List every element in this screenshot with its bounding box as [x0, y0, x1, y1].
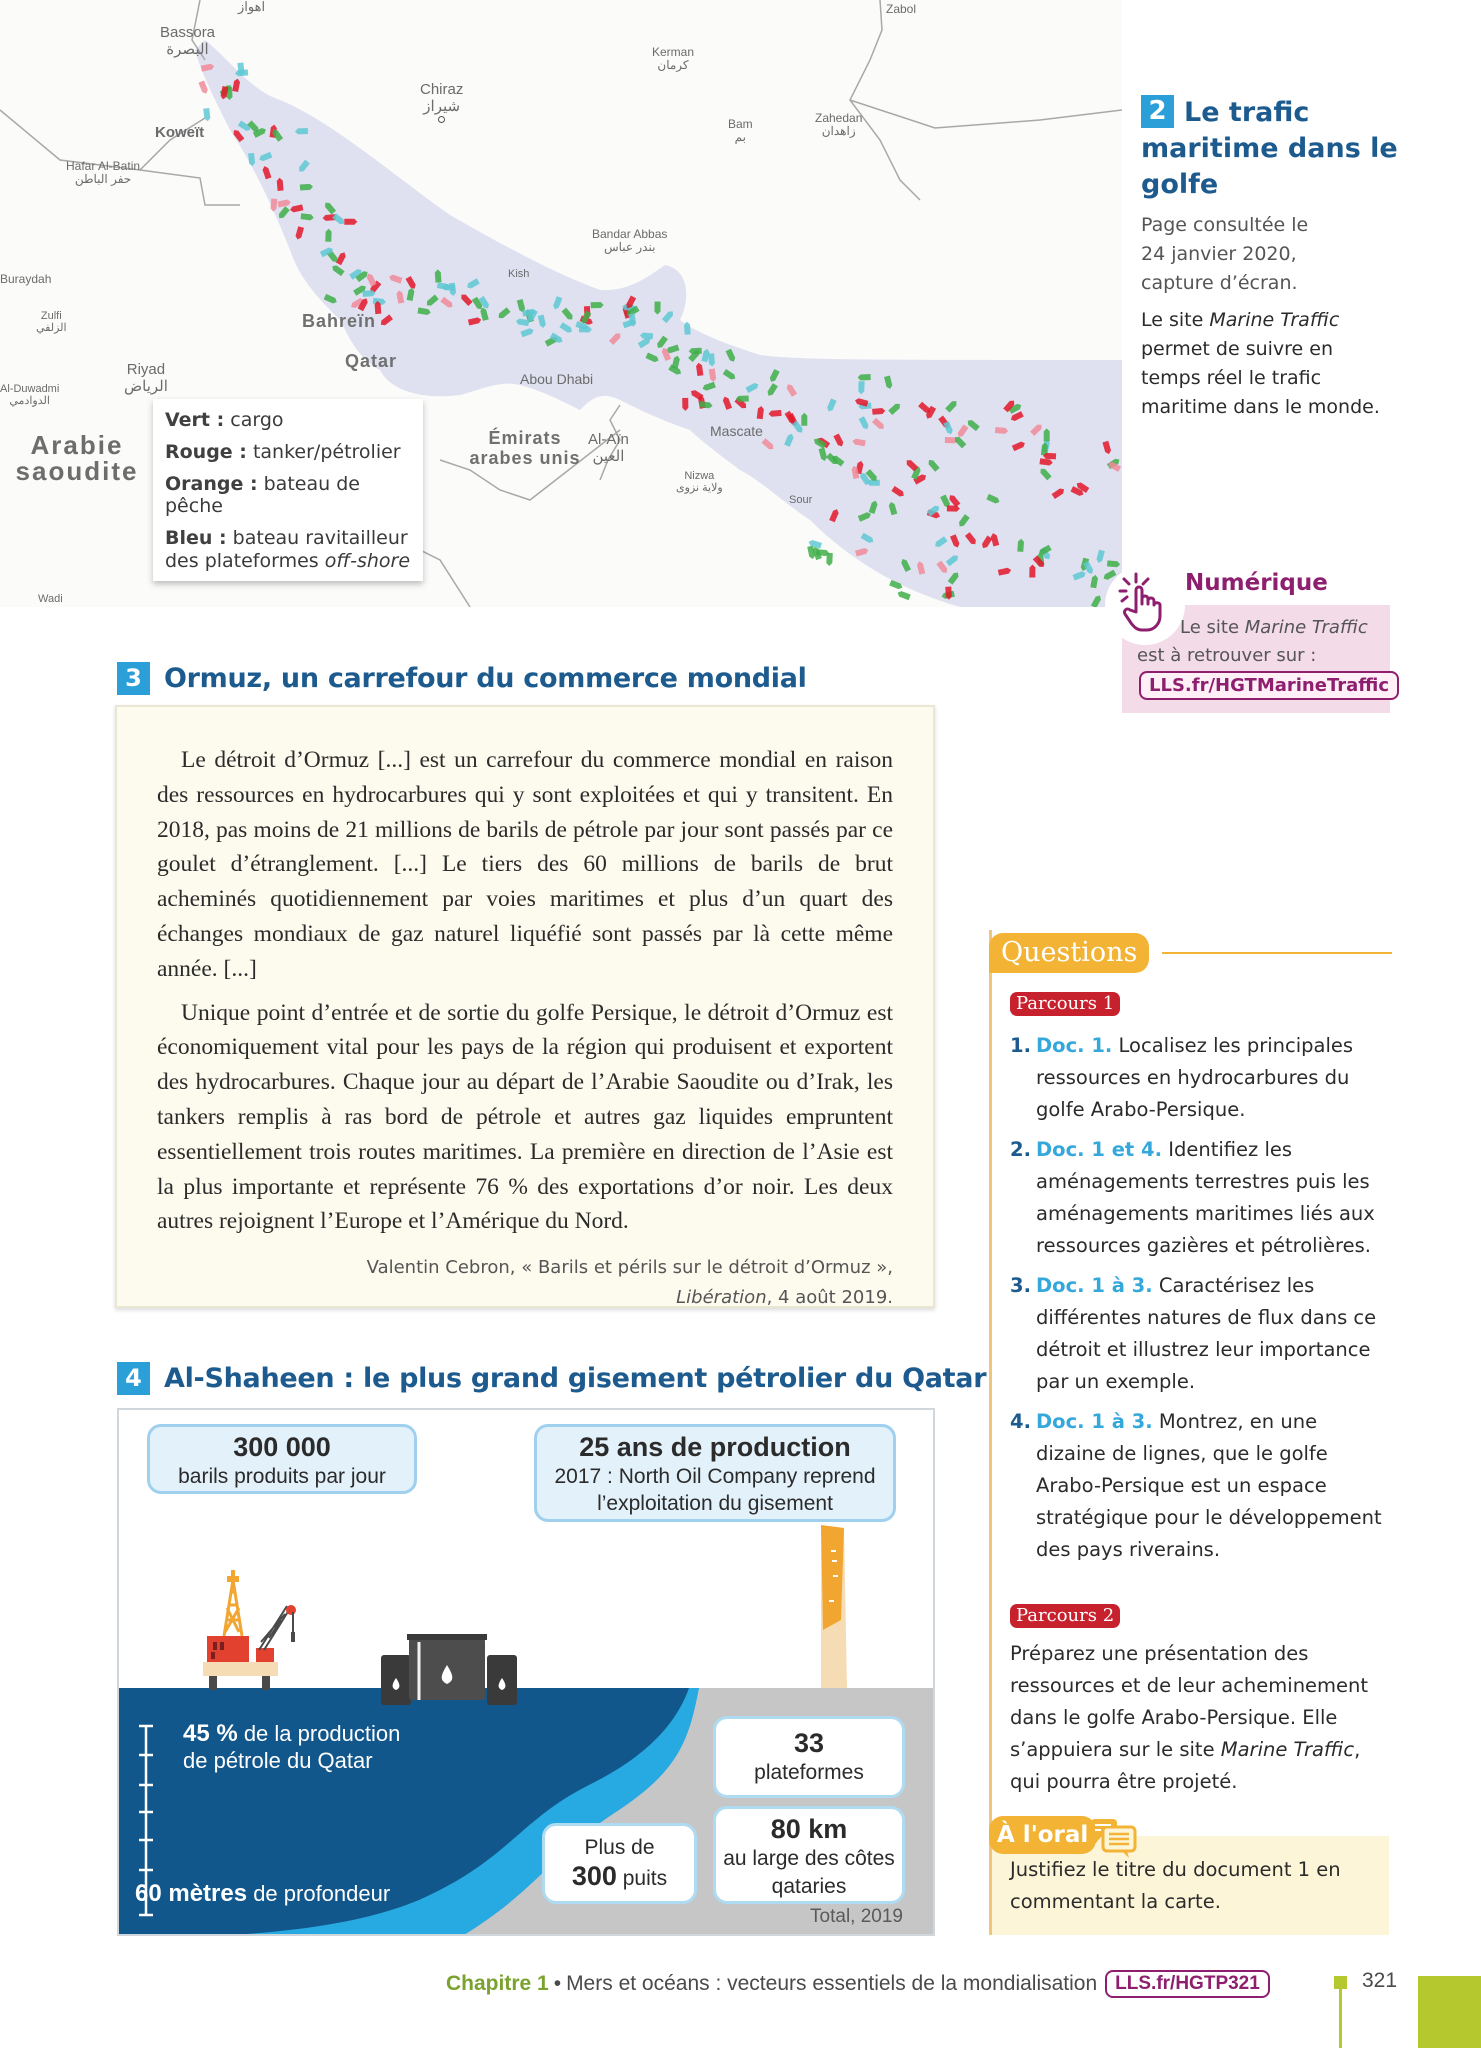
numerique-heading: Numérique — [1185, 570, 1328, 596]
stat-label: 2017 : North Oil Company reprend l’exploitation du gisement — [554, 1465, 876, 1515]
doc4-header — [117, 1362, 986, 1395]
question-item — [1010, 1030, 1392, 1126]
city-label — [66, 160, 140, 186]
question-number: 1. — [1010, 1034, 1031, 1057]
source-journal: Libération — [676, 1287, 767, 1309]
question-list — [1010, 1030, 1392, 1574]
legend-color-name: Orange : — [165, 472, 258, 495]
stat-production-share — [183, 1720, 400, 1774]
border-line — [850, 100, 1122, 128]
stat-label: de profondeur — [247, 1881, 391, 1906]
questions-heading: Questions — [989, 933, 1149, 973]
legend-color-name: Vert : — [165, 409, 225, 431]
map-legend — [153, 399, 423, 581]
ship-marker — [826, 553, 833, 566]
speech-bubbles-icon — [1089, 1817, 1139, 1859]
stat-value: 33 — [793, 1728, 825, 1758]
city-name: Bandar Abbas — [592, 227, 668, 241]
legend-label: cargo — [230, 409, 284, 431]
oral-tag: À l'oral — [989, 1816, 1096, 1854]
doc-reference: Doc. 1. — [1036, 1034, 1113, 1057]
oral-box — [989, 1816, 1389, 1935]
legend-label: tanker/pétrolier — [252, 440, 401, 463]
question-text: Localisez les principales ressources en hydrocarbures du golfe Arabo-Persique. — [1036, 1034, 1354, 1121]
doc-number-badge: 3 — [117, 662, 150, 695]
site-name: Marine Traffic — [1244, 617, 1368, 638]
stat-depth — [135, 1880, 390, 1907]
stat-platforms — [713, 1716, 905, 1798]
stat-label: de la production — [237, 1721, 401, 1746]
city-name: Bam — [728, 117, 753, 131]
desc-suffix: permet de suivre en temps réel le trafic maritime dans le monde. — [1141, 338, 1380, 418]
drilling-column-icon — [821, 1525, 847, 1688]
oil-barrels-icon — [381, 1634, 517, 1705]
stat-wells — [542, 1823, 697, 1904]
doc-reference: Doc. 1 à 3. — [1036, 1274, 1153, 1297]
doc3-source — [157, 1253, 893, 1313]
stat-barrels-per-day — [147, 1424, 417, 1494]
city-label — [815, 112, 862, 138]
city-name-ar: زاهدان — [821, 124, 856, 139]
city-label — [160, 25, 215, 58]
stat-value-line — [545, 1862, 694, 1893]
city-label: Koweït — [155, 124, 205, 141]
city-dot — [438, 116, 445, 123]
stat-value: 45 % — [183, 1720, 238, 1747]
city-name: Chiraz — [420, 81, 464, 98]
parcours-2-text — [1010, 1638, 1392, 1798]
question-item — [1010, 1270, 1392, 1398]
city-name-ar: الزلفي — [36, 322, 67, 335]
question-text: Caractérisez les différentes natures de flux dans ce détroit et illustrez leur importance par un exemple. — [1036, 1274, 1377, 1393]
legend-item-red — [165, 441, 411, 464]
page-footer — [446, 1969, 1270, 1999]
legend-item-green — [165, 409, 411, 432]
city-label: Buraydah — [0, 272, 52, 286]
source-line: Valentin Cebron, « Barils et périls sur le détroit d’Ormuz », — [366, 1257, 893, 1279]
country-label: Arabie saoudite — [15, 430, 139, 486]
stat-prefix: Plus de — [584, 1836, 655, 1859]
legend-item-orange — [165, 473, 411, 519]
country-label: Émirats arabes unis — [469, 428, 581, 468]
city-label — [420, 82, 463, 123]
country-label: Bahreïn — [302, 311, 377, 331]
chapter-title: Mers et océans : vecteurs essentiels de la mondialisation — [566, 1972, 1098, 1995]
doc-number-badge: 4 — [117, 1362, 150, 1395]
border-line — [140, 170, 240, 205]
ship-marker — [203, 108, 211, 122]
pointing-hand-click-icon — [1114, 570, 1178, 634]
city-label: اهواز — [238, 0, 266, 14]
stat-label: puits — [616, 1867, 668, 1890]
oral-text: Justifiez le titre du document 1 en commentant la carte. — [1010, 1858, 1341, 1913]
doc3-paragraph: Le détroit d’Ormuz [...] est un carrefour du commerce mondial en raison des ressources en hydrocarbures qui y sont exploitées et qui y transitent. En 2018, pas moins de 21 millions de barils de pétrole par jour sont passés par ce goulet d’étranglement. [...] Le tiers des 60 millions de barils de brut acheminés quotidiennement par voies maritimes et plus d’un quart des échanges mondiaux de gaz naturel liquéfié sont passés par là cette même année. [...] — [157, 747, 893, 982]
text-part: Préparez une présentation des ressources et de leur acheminement dans le golfe Arabo-Persique. Elle s’appuiera sur le site — [1010, 1642, 1369, 1761]
city-name-ar: کرمان — [657, 58, 689, 73]
city-name: Zulfi — [40, 310, 62, 322]
city-name-ar: ولاية نزوى — [676, 482, 723, 495]
legend-label: bateau ravitailleur des plateformes — [165, 527, 408, 572]
question-number: 3. — [1010, 1274, 1031, 1297]
question-item — [1010, 1406, 1392, 1566]
question-number: 4. — [1010, 1410, 1031, 1433]
city-name-ar: الدوادمي — [9, 395, 50, 408]
text-part: , qui pourra être projeté. — [1010, 1738, 1361, 1793]
doc3-title: Ormuz, un carrefour du commerce mondial — [164, 663, 807, 694]
city-label: Zabol — [886, 2, 917, 16]
al-shaheen-infographic — [117, 1408, 935, 1936]
city-name-ar: البصرة — [166, 40, 209, 58]
city-name: Al-Aïn — [588, 431, 629, 448]
city-name: Zahedan — [815, 111, 863, 125]
text-prefix: Le site — [1180, 617, 1245, 638]
ship-marker — [896, 590, 910, 600]
legend-label-italic: off-shore — [324, 549, 411, 572]
city-name-ar: العين — [592, 447, 625, 465]
stat-value: 25 ans de production — [579, 1432, 851, 1462]
stat-value: 300 — [571, 1861, 617, 1891]
numerique-text: est à retrouver sur : — [1137, 645, 1317, 666]
city-label — [652, 46, 694, 72]
city-name: Hafar Al-Batin — [66, 159, 141, 173]
city-label — [36, 310, 67, 334]
numerique-box — [1105, 565, 1390, 713]
legend-color-name: Rouge : — [165, 440, 247, 463]
doc-number-badge: 2 — [1141, 95, 1174, 128]
city-label — [676, 470, 723, 494]
city-label: Mascate — [710, 423, 763, 439]
doc2-title-text: Le trafic maritime dans le golfe — [1141, 97, 1398, 200]
numerique-text — [1180, 617, 1368, 638]
legend-label: bateau de pêche — [165, 472, 360, 518]
city-name: Riyad — [126, 361, 166, 378]
city-name: Kerman — [652, 45, 695, 59]
doc-reference: Doc. 1 à 3. — [1036, 1410, 1153, 1433]
heading-rule — [1162, 952, 1392, 954]
legend-color-name: Bleu : — [165, 527, 227, 550]
doc-reference: Doc. 1 et 4. — [1036, 1138, 1163, 1161]
stat-distance — [713, 1806, 905, 1904]
city-label — [0, 383, 59, 407]
city-label: Abou Dhabi — [520, 371, 594, 387]
site-name: Marine Traffic — [1209, 309, 1340, 331]
stat-label: plateformes — [754, 1761, 864, 1784]
question-item — [1010, 1134, 1392, 1262]
city-name: Al-Duwadmi — [0, 383, 60, 395]
doc2-caption — [1141, 95, 1441, 422]
doc2-title — [1141, 95, 1441, 203]
legend-item-blue — [165, 527, 411, 573]
doc3-header — [117, 662, 807, 695]
chapter-label: Chapitre 1 — [446, 1972, 549, 1995]
city-name-ar: الرياض — [124, 377, 168, 395]
city-label: Sour — [789, 494, 813, 506]
city-label — [588, 432, 629, 465]
page-number: 321 — [1362, 1969, 1398, 1992]
city-name-ar: بم — [734, 130, 746, 145]
city-label: Kish — [508, 268, 530, 280]
chapter-link[interactable]: LLS.fr/HGTP321 — [1105, 1970, 1270, 1998]
stat-label: barils produits par jour — [178, 1465, 386, 1488]
question-number: 2. — [1010, 1138, 1031, 1161]
doc3-text-box — [115, 705, 935, 1308]
city-label — [728, 118, 753, 144]
doc2-description — [1141, 306, 1391, 422]
city-label: Wadi — [38, 593, 63, 605]
city-name: Nizwa — [684, 470, 715, 482]
footer-stem — [1339, 1989, 1342, 2048]
stat-label: au large des côtes qataries — [723, 1847, 895, 1898]
footer-marker — [1334, 1976, 1347, 1989]
stat-label: de pétrole du Qatar — [183, 1748, 373, 1773]
marine-traffic-map — [0, 0, 1122, 607]
question-text: Montrez, en une dizaine de lignes, que le golfe Arabo-Persique est un espace stratégique pour le développement des pays riverains. — [1036, 1410, 1382, 1561]
stat-value: 60 mètres — [135, 1880, 248, 1907]
doc2-meta: Page consultée le 24 janvier 2020, capture d’écran. — [1141, 214, 1309, 294]
city-name-ar: حفر الباطن — [74, 172, 132, 187]
city-label — [124, 362, 168, 395]
parcours-1-badge: Parcours 1 — [1010, 992, 1120, 1016]
site-name: Marine Traffic — [1220, 1738, 1355, 1761]
city-name-ar: بندر عباس — [603, 240, 656, 255]
question-text: Identifiez les aménagements terrestres puis les aménagements maritimes liés aux ressources gazières et pétrolières. — [1036, 1138, 1375, 1257]
questions-panel — [989, 930, 1386, 1935]
border-line — [850, 0, 920, 200]
doc3-paragraph: Unique point d’entrée et de sortie du golfe Persique, le détroit d’Ormuz est économiquement vital pour les pays de la région qui produisent et exportent des hydrocarbures. Chaque jour au départ de l’Arabie Saoudite ou d’Irak, les tankers remplis à ras bord de pétrole et autres gaz liquides empruntent essentiellement trois routes maritimes. La première en direction de l’Asie est la plus importante et représente 76 % des exportations d’or noir. Les deux autres rejoignent l’Europe et l’Amérique du Nord. — [157, 999, 893, 1235]
doc4-title: Al-Shaheen : le plus grand gisement pétrolier du Qatar — [164, 1363, 987, 1394]
stat-production-years — [534, 1424, 896, 1522]
stat-value: 80 km — [770, 1814, 848, 1844]
source-date: , 4 août 2019. — [766, 1287, 893, 1309]
country-label: Qatar — [345, 351, 398, 371]
city-name-ar: شیراز — [423, 97, 461, 115]
parcours-2-badge: Parcours 2 — [1010, 1604, 1120, 1628]
infographic-source: Total, 2019 — [810, 1906, 903, 1927]
ship-marker — [684, 321, 691, 334]
city-name: Bassora — [160, 24, 216, 41]
city-label — [592, 228, 667, 254]
bullet-separator: • — [553, 1972, 562, 1995]
desc-prefix: Le site — [1141, 309, 1210, 331]
marine-traffic-link[interactable]: LLS.fr/HGTMarineTraffic — [1139, 671, 1399, 700]
oil-rig-icon — [203, 1570, 296, 1690]
chapter-color-tab — [1418, 1976, 1481, 2048]
stat-value: 300 000 — [233, 1432, 331, 1462]
